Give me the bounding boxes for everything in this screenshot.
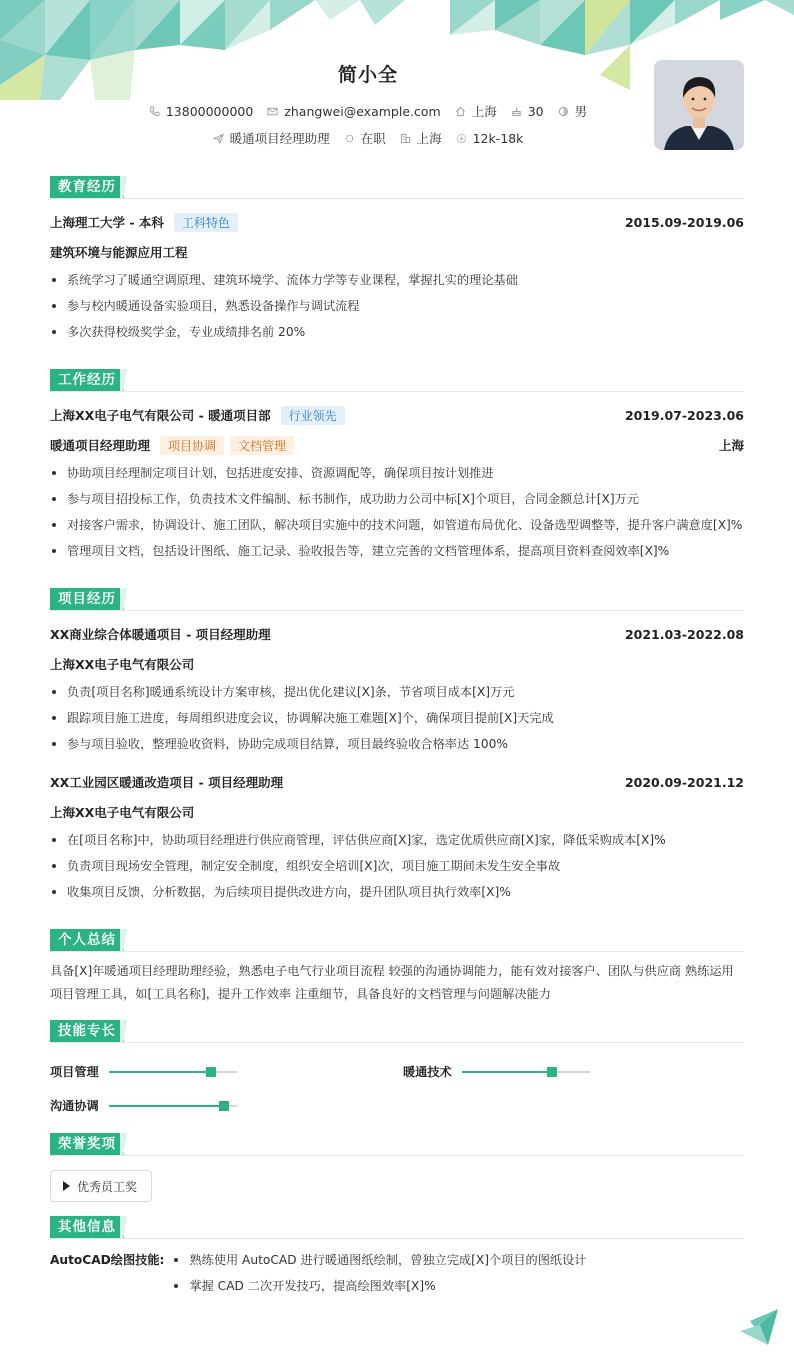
skill-item xyxy=(50,1097,237,1114)
list-item: 参与校内暖通设备实验项目，熟悉设备操作与调试流程 xyxy=(50,293,744,319)
heading-accent xyxy=(120,588,134,610)
work-period: 2019.07-2023.06 xyxy=(624,407,744,423)
project-company: 上海XX电子电气有限公司 xyxy=(50,657,195,672)
heading-accent xyxy=(120,929,134,951)
heading-accent xyxy=(120,1133,134,1155)
other-info xyxy=(50,1247,744,1299)
gender-info xyxy=(558,102,588,120)
project-period: 2021.03-2022.08 xyxy=(624,626,744,642)
location-text: 上海 xyxy=(471,104,497,119)
project-header-row xyxy=(50,619,744,649)
salary-info xyxy=(456,131,524,146)
work-heading xyxy=(50,369,744,392)
major-row xyxy=(50,237,744,267)
gender-text: 男 xyxy=(574,104,588,119)
work-header-row xyxy=(50,400,744,430)
project-period: 2020.09-2021.12 xyxy=(624,774,744,790)
skills-title: 技能专长 xyxy=(50,1020,124,1042)
heading-accent xyxy=(120,1020,134,1042)
skill-name: 沟通协调 xyxy=(50,1099,99,1113)
phone-icon xyxy=(149,106,160,117)
skills-list xyxy=(50,1051,744,1119)
education-period: 2015.09-2019.06 xyxy=(624,214,744,230)
project-bullets xyxy=(50,827,744,905)
other-heading xyxy=(50,1216,744,1239)
list-item: 系统学习了暖通空调原理、建筑环境学、流体力学等专业课程，掌握扎实的理论基础 xyxy=(50,267,744,293)
mail-icon xyxy=(267,106,278,117)
home-icon xyxy=(455,106,466,117)
skill-item xyxy=(50,1063,237,1080)
summary-section xyxy=(50,929,744,1006)
list-item: 参与项目验收，整理验收资料，协助完成项目结算，项目最终验收合格率达 100% xyxy=(50,731,744,757)
position-tag: 文档管理 xyxy=(230,436,294,455)
job-intention-info xyxy=(213,129,330,147)
status-info xyxy=(344,129,386,147)
skills-section xyxy=(50,1020,744,1119)
education-section xyxy=(50,176,744,345)
skill-name: 项目管理 xyxy=(50,1065,99,1079)
list-item: 协助项目经理制定项目计划，包括进度安排、资源调配等，确保项目按计划推进 xyxy=(50,460,744,486)
project-header-row xyxy=(50,767,744,797)
projects-heading xyxy=(50,588,744,611)
email-info xyxy=(267,104,440,119)
project-company-row xyxy=(50,649,744,679)
send-icon xyxy=(213,133,224,144)
award-chip xyxy=(50,1170,152,1202)
other-section xyxy=(50,1216,744,1299)
other-title: 其他信息 xyxy=(50,1216,124,1238)
target-city-text: 上海 xyxy=(416,131,442,146)
work-city: 上海 xyxy=(718,438,744,453)
intention-row xyxy=(50,129,686,147)
summary-title: 个人总结 xyxy=(50,929,124,951)
list-item: 熟练使用 AutoCAD 进行暖通图纸绘制，曾独立完成[X]个项目的图纸设计 xyxy=(172,1247,586,1273)
school-tag: 工科特色 xyxy=(174,213,238,232)
building-icon xyxy=(400,133,411,144)
list-item: 多次获得校级奖学金，专业成绩排名前 20% xyxy=(50,319,744,345)
work-bullets xyxy=(50,460,744,564)
skills-heading xyxy=(50,1020,744,1043)
list-item: 跟踪项目施工进度，每周组织进度会议，协调解决施工难题[X]个，确保项目提前[X]天完成 xyxy=(50,705,744,731)
project-title: XX商业综合体暖通项目 - 项目经理助理 xyxy=(50,627,271,642)
avatar-illustration xyxy=(654,60,744,150)
job-intention-text: 暖通项目经理助理 xyxy=(229,131,330,146)
email-text: zhangwei@example.com xyxy=(284,103,441,119)
heading-accent xyxy=(120,1216,134,1238)
summary-text: 具备[X]年暖通项目经理助理经验，熟悉电子电气行业项目流程 较强的沟通协调能力，能有效对接客户、团队与供应商 熟练运用项目管理工具，如[工具名称]，提升工作效率 注重细节，具备良好的文档管理与问题解决能力 xyxy=(50,964,734,1001)
school-name: 上海理工大学 - 本科 xyxy=(50,215,164,230)
skill-bar xyxy=(109,1105,237,1107)
skill-bar xyxy=(109,1071,237,1073)
list-item: 负责项目现场安全管理，制定安全制度，组织安全培训[X]次，项目施工期间未发生安全事故 xyxy=(50,853,744,879)
phone-info xyxy=(149,104,253,119)
cake-icon xyxy=(511,106,522,117)
position-row xyxy=(50,430,744,460)
awards-title: 荣誉奖项 xyxy=(50,1133,124,1155)
list-item: 参与项目招投标工作，负责技术文件编制、标书制作，成功助力公司中标[X]个项目，合同金额总计[X]万元 xyxy=(50,486,744,512)
awards-heading xyxy=(50,1133,744,1156)
age-text: 30 xyxy=(527,103,544,119)
contact-row xyxy=(50,102,686,120)
projects-title: 项目经历 xyxy=(50,588,124,610)
status-icon xyxy=(344,133,355,144)
award-name: 优秀员工奖 xyxy=(77,1179,138,1194)
list-item: 管理项目文档，包括设计图纸、施工记录、验收报告等，建立完善的文档管理体系，提高项目资料查阅效率[X]% xyxy=(50,538,744,564)
age-info xyxy=(511,104,544,119)
other-label: AutoCAD绘图技能: xyxy=(50,1253,165,1267)
skill-bar xyxy=(462,1071,590,1073)
list-item: 对接客户需求，协调设计、施工团队，解决项目实施中的技术问题，如管道布局优化、设备选型调整等，提升客户满意度[X]% xyxy=(50,512,744,538)
project-company: 上海XX电子电气有限公司 xyxy=(50,805,195,820)
corner-decoration xyxy=(740,1307,780,1347)
work-section xyxy=(50,369,744,564)
heading-accent xyxy=(120,369,134,391)
position-name: 暖通项目经理助理 xyxy=(50,438,151,453)
phone-text: 13800000000 xyxy=(165,103,254,119)
resume-page xyxy=(50,0,744,1299)
project-bullets xyxy=(50,679,744,757)
skill-item xyxy=(403,1063,590,1080)
skill-name: 暖通技术 xyxy=(403,1065,452,1079)
major-name: 建筑环境与能源应用工程 xyxy=(50,245,188,260)
gender-icon xyxy=(558,106,569,117)
list-item: 掌握 CAD 二次开发技巧，提高绘图效率[X]% xyxy=(172,1273,586,1299)
list-item: 在[项目名称]中，协助项目经理进行供应商管理，评估供应商[X]家，选定优质供应商[X]家，降低采购成本[X]% xyxy=(50,827,744,853)
company-name: 上海XX电子电气有限公司 - 暖通项目部 xyxy=(50,408,271,423)
resume-header xyxy=(50,0,744,176)
salary-text: 12k-18k xyxy=(472,130,524,146)
target-city-info xyxy=(400,129,442,147)
education-header-row xyxy=(50,207,744,237)
status-text: 在职 xyxy=(360,131,386,146)
company-tag: 行业领先 xyxy=(281,406,345,425)
other-bullets xyxy=(172,1247,586,1299)
summary-heading xyxy=(50,929,744,952)
project-company-row xyxy=(50,797,744,827)
education-title: 教育经历 xyxy=(50,176,124,198)
heading-accent xyxy=(120,176,134,198)
work-title: 工作经历 xyxy=(50,369,124,391)
location-info xyxy=(455,102,497,120)
list-item: 负责[项目名称]暖通系统设计方案审核，提出优化建议[X]条，节省项目成本[X]万元 xyxy=(50,679,744,705)
position-tag: 项目协调 xyxy=(160,436,224,455)
education-bullets xyxy=(50,267,744,345)
play-icon xyxy=(63,1181,70,1191)
projects-section xyxy=(50,588,744,905)
education-heading xyxy=(50,176,744,199)
list-item: 收集项目反馈，分析数据，为后续项目提供改进方向，提升团队项目执行效率[X]% xyxy=(50,879,744,905)
profile-photo xyxy=(654,60,744,150)
awards-section xyxy=(50,1133,744,1216)
candidate-name: 简小全 xyxy=(337,64,398,86)
project-title: XX工业园区暖通改造项目 - 项目经理助理 xyxy=(50,775,284,790)
coin-icon xyxy=(456,133,467,144)
